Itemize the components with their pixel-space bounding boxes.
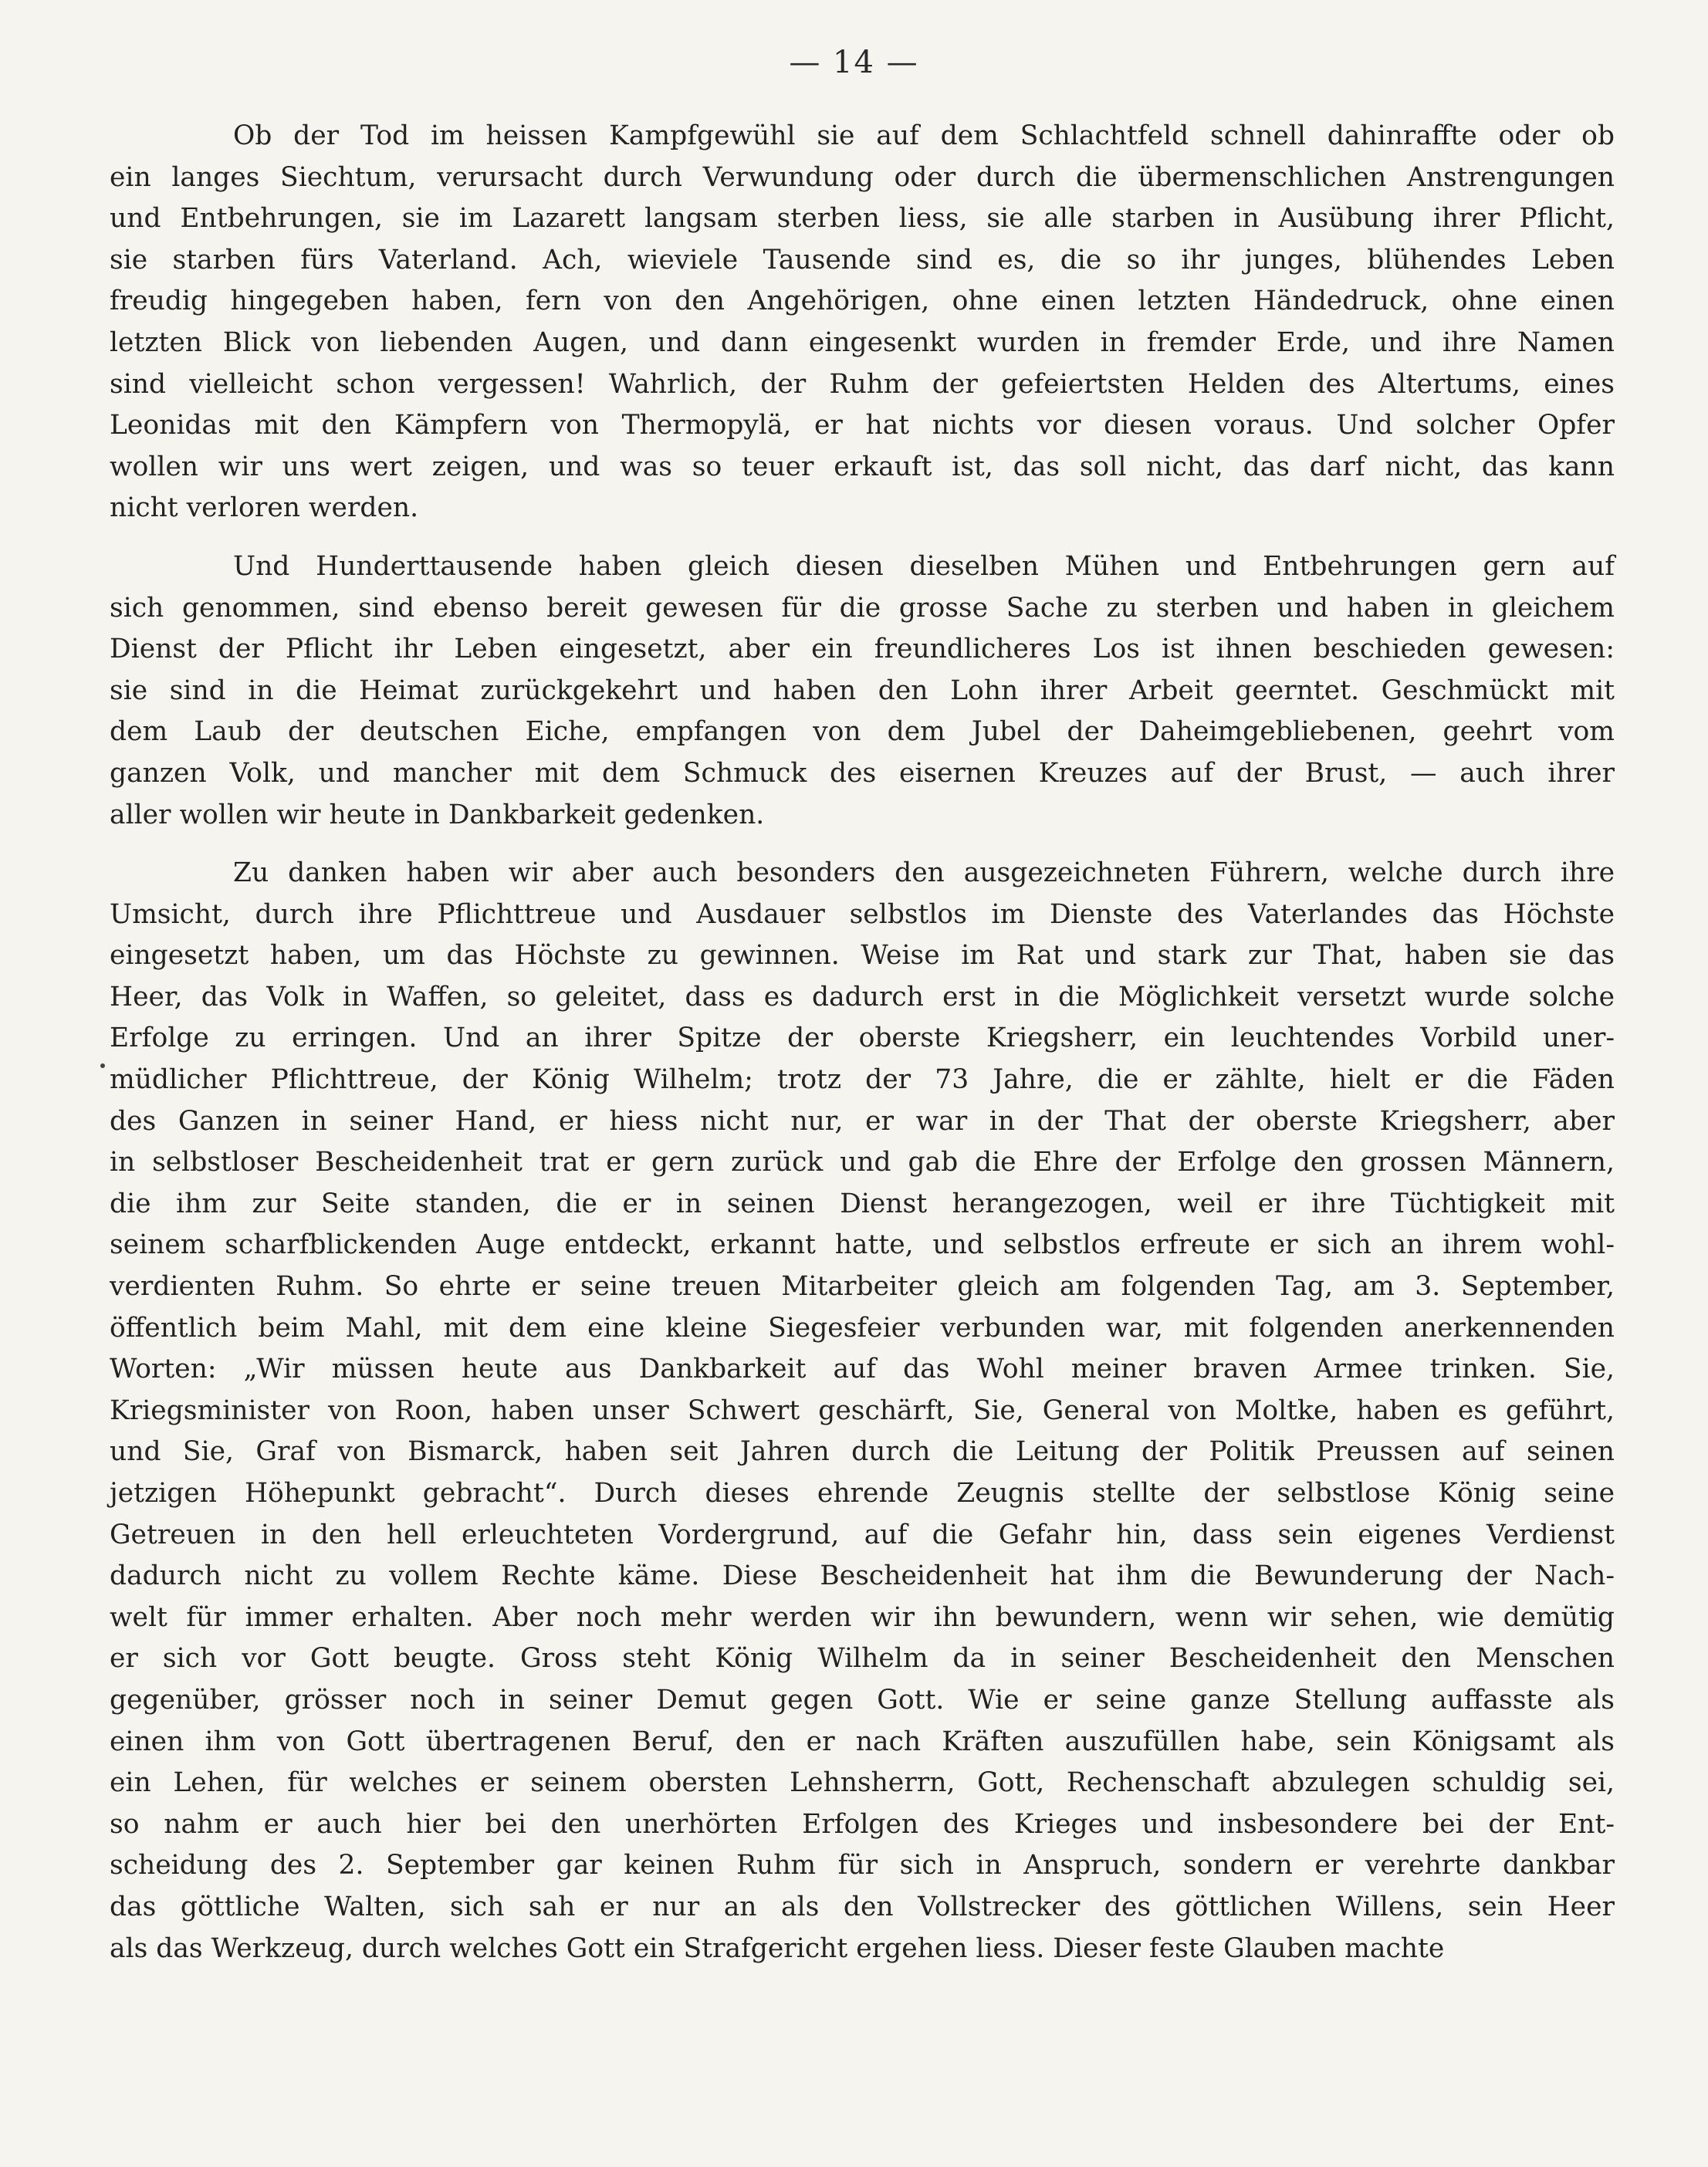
text-line: Dienst der Pflicht ihr Leben eingesetzt, aber ein freundlicheres Los ist ihnen beschieden gewesen: bbox=[110, 634, 1615, 665]
text-line: sind vielleicht schon vergessen! Wahrlich, der Ruhm der gefeiertsten Helden des Altertums, eines bbox=[110, 368, 1615, 400]
text-line: ganzen Volk, und mancher mit dem Schmuck des eisernen Kreuzes auf der Brust, — auch ihrer bbox=[110, 757, 1615, 789]
text-line: Zu danken haben wir aber auch besonders den ausgezeichneten Führern, welche durch ihre bbox=[233, 857, 1615, 889]
text-line: Getreuen in den hell erleuchteten Vordergrund, auf die Gefahr hin, dass sein eigenes Verdienst bbox=[110, 1519, 1615, 1550]
text-line: Und Hunderttausende haben gleich diesen dieselben Mühen und Entbehrungen gern auf bbox=[233, 550, 1615, 582]
text-line: als das Werkzeug, durch welches Gott ein Strafgericht ergehen liess. Dieser feste Glauben machte bbox=[110, 1932, 1445, 1964]
page-number: — 14 — bbox=[789, 45, 919, 80]
text-line: ein langes Siechtum, verursacht durch Verwundung oder durch die übermenschlichen Anstrengungen bbox=[110, 161, 1615, 193]
body-text bbox=[110, 116, 1615, 1969]
text-line: nicht verloren werden. bbox=[110, 492, 419, 524]
text-line: das göttliche Walten, sich sah er nur an als den Vollstrecker des göttlichen Willens, sein Heer bbox=[110, 1891, 1615, 1922]
paragraph bbox=[110, 546, 1615, 836]
text-line: und Entbehrungen, sie im Lazarett langsam sterben liess, sie alle starben in Ausübung ihrer Pflicht, bbox=[110, 203, 1615, 235]
text-line: dem Laub der deutschen Eiche, empfangen von dem Jubel der Daheimgebliebenen, geehrt vom bbox=[110, 716, 1615, 748]
text-line: Heer, das Volk in Waffen, so geleitet, dass es dadurch erst in die Möglichkeit versetzt wurde solche bbox=[110, 981, 1615, 1013]
text-line: verdienten Ruhm. So ehrte er seine treuen Mitarbeiter gleich am folgenden Tag, am 3. September, bbox=[110, 1271, 1615, 1303]
text-line: eingesetzt haben, um das Höchste zu gewinnen. Weise im Rat und stark zur That, haben sie das bbox=[110, 940, 1615, 972]
text-line: müdlicher Pflichttreue, der König Wilhelm; trotz der 73 Jahre, die er zählte, hielt er die Fäden bbox=[110, 1064, 1615, 1096]
text-line: einen ihm von Gott übertragenen Beruf, den er nach Kräften auszufüllen habe, sein Königsamt als bbox=[110, 1726, 1615, 1757]
text-line: letzten Blick von liebenden Augen, und dann eingesenkt wurden in fremder Erde, und ihre Namen bbox=[110, 326, 1615, 358]
text-line: sie sind in die Heimat zurückgekehrt und haben den Lohn ihrer Arbeit geerntet. Geschmückt mit bbox=[110, 674, 1615, 706]
text-line: er sich vor Gott beugte. Gross steht König Wilhelm da in seiner Bescheidenheit den Menschen bbox=[110, 1643, 1615, 1675]
text-line: Ob der Tod im heissen Kampfgewühl sie auf dem Schlachtfeld schnell dahinraffte oder ob bbox=[233, 120, 1615, 151]
text-line: freudig hingegeben haben, fern von den Angehörigen, ohne einen letzten Händedruck, ohne einen bbox=[110, 286, 1615, 317]
text-line: so nahm er auch hier bei den unerhörten Erfolgen des Krieges und insbesondere bei der Ent- bbox=[110, 1808, 1615, 1840]
text-line: sie starben fürs Vaterland. Ach, wieviele Tausende sind es, die so ihr junges, blühendes Leben bbox=[110, 244, 1615, 276]
text-line: sich genommen, sind ebenso bereit gewesen für die grosse Sache zu sterben und haben in gleichem bbox=[110, 592, 1615, 624]
text-line: seinem scharfblickenden Auge entdeckt, erkannt hatte, und selbstlos erfreute er sich an ihrem wohl- bbox=[110, 1229, 1615, 1261]
text-line: welt für immer erhalten. Aber noch mehr werden wir ihn bewundern, wenn wir sehen, wie demütig bbox=[110, 1601, 1615, 1633]
text-line: öffentlich beim Mahl, mit dem eine kleine Siegesfeier verbunden war, mit folgenden anerkennenden bbox=[110, 1312, 1615, 1344]
text-line: die ihm zur Seite standen, die er in seinen Dienst herangezogen, weil er ihre Tüchtigkeit mit bbox=[110, 1188, 1615, 1219]
text-line: Erfolge zu erringen. Und an ihrer Spitze der oberste Kriegsherr, ein leuchtendes Vorbild uner- bbox=[110, 1023, 1615, 1054]
text-line: Kriegsminister von Roon, haben unser Schwert geschärft, Sie, General von Moltke, haben es geführt, bbox=[110, 1395, 1615, 1426]
text-line: ein Lehen, für welches er seinem obersten Lehnsherrn, Gott, Rechenschaft abzulegen schuldig sei, bbox=[110, 1767, 1615, 1799]
margin-dot bbox=[100, 1063, 105, 1068]
paragraph bbox=[110, 116, 1615, 529]
text-line: in selbstloser Bescheidenheit trat er gern zurück und gab die Ehre der Erfolge den grossen Männern, bbox=[110, 1147, 1615, 1178]
text-line: Leonidas mit den Kämpfern von Thermopylä, er hat nichts vor diesen voraus. Und solcher Opfer bbox=[110, 410, 1615, 441]
text-line: des Ganzen in seiner Hand, er hiess nicht nur, er war in der That der oberste Kriegsherr, aber bbox=[110, 1105, 1615, 1137]
text-line: jetzigen Höhepunkt gebracht“. Durch dieses ehrende Zeugnis stellte der selbstlose König seine bbox=[110, 1478, 1615, 1509]
paragraph bbox=[110, 853, 1615, 1969]
text-line: scheidung des 2. September gar keinen Ruhm für sich in Anspruch, sondern er verehrte dankbar bbox=[110, 1850, 1615, 1881]
text-line: aller wollen wir heute in Dankbarkeit gedenken. bbox=[110, 799, 765, 830]
text-line: wollen wir uns wert zeigen, und was so teuer erkauft ist, das soll nicht, das darf nicht, das kann bbox=[110, 451, 1615, 482]
text-line: dadurch nicht zu vollem Rechte käme. Diese Bescheidenheit hat ihm die Bewunderung der Nach- bbox=[110, 1560, 1615, 1592]
text-line: Worten: „Wir müssen heute aus Dankbarkeit auf das Wohl meiner braven Armee trinken. Sie, bbox=[110, 1354, 1615, 1385]
text-line: und Sie, Graf von Bismarck, haben seit Jahren durch die Leitung der Politik Preussen auf seinen bbox=[110, 1436, 1615, 1468]
text-line: Umsicht, durch ihre Pflichttreue und Ausdauer selbstlos im Dienste des Vaterlandes das Höchste bbox=[110, 898, 1615, 930]
text-line: gegenüber, grösser noch in seiner Demut gegen Gott. Wie er seine ganze Stellung auffasste als bbox=[110, 1684, 1615, 1716]
